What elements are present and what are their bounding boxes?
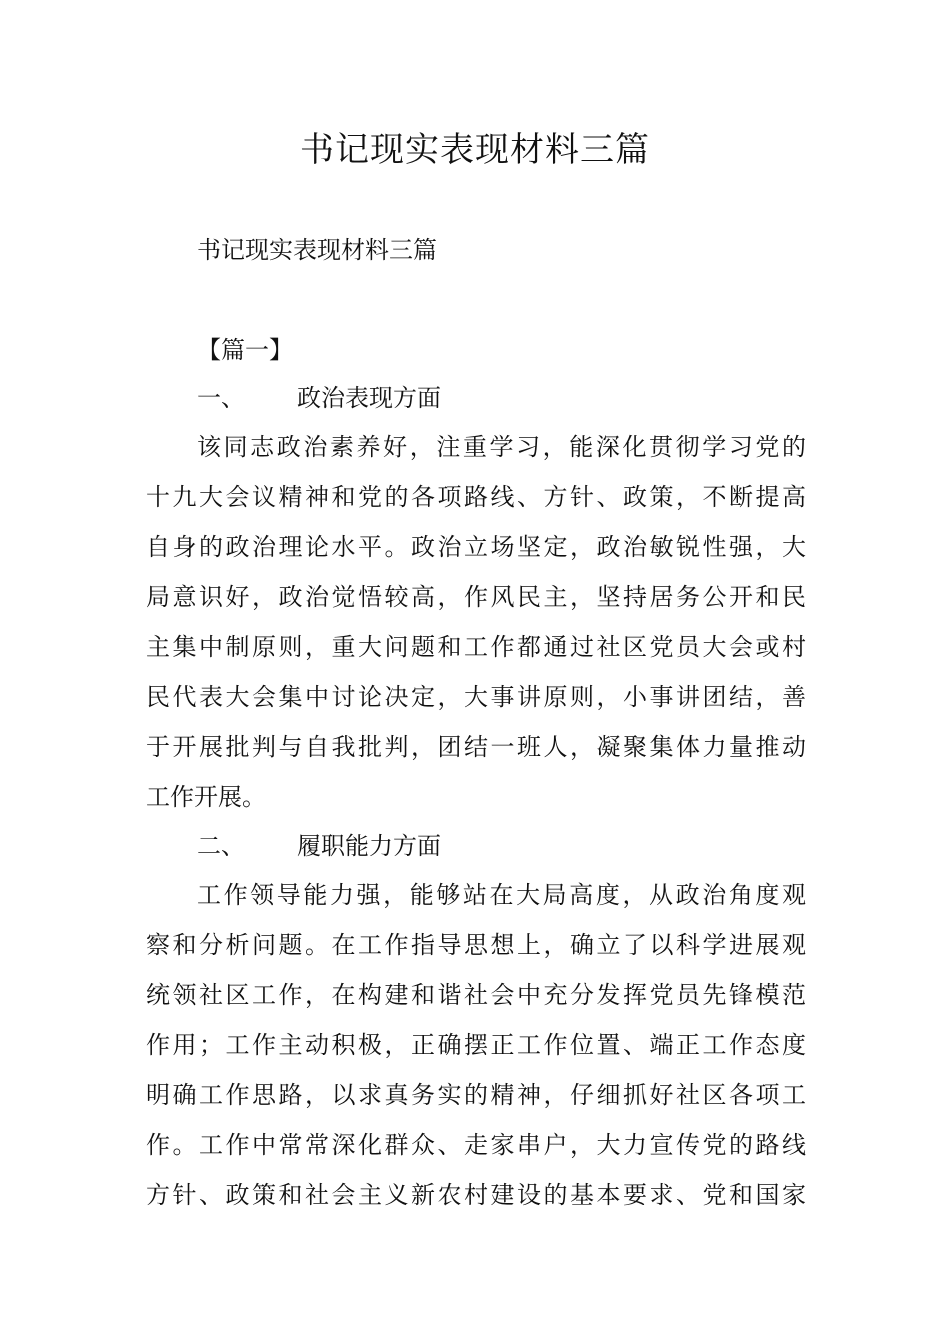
document-subtitle: 书记现实表现材料三篇	[197, 236, 437, 264]
heading-number: 二、	[197, 832, 245, 860]
section-label: 【篇一】	[197, 336, 293, 364]
paragraph-capability	[146, 870, 806, 1220]
heading-number: 一、	[197, 384, 245, 412]
paragraph-line: 该同志政治素养好，注重学习，能深化贯彻学习党的	[197, 433, 806, 461]
paragraph-line: 于开展批判与自我批判，团结一班人，凝聚集体力量推动	[146, 733, 806, 761]
heading-political	[197, 378, 441, 418]
paragraph-line: 民代表大会集中讨论决定，大事讲原则，小事讲团结，善	[146, 683, 806, 711]
heading-text: 政治表现方面	[297, 384, 441, 412]
paragraph-line: 工作开展。	[146, 783, 266, 811]
paragraph-line: 十九大会议精神和党的各项路线、方针、政策，不断提高	[146, 483, 806, 511]
paragraph-line: 统领社区工作，在构建和谐社会中充分发挥党员先锋模范	[146, 981, 806, 1009]
paragraph-line: 作。工作中常常深化群众、走家串户，大力宣传党的路线	[146, 1131, 806, 1159]
paragraph-line: 工作领导能力强，能够站在大局高度，从政治角度观	[197, 881, 806, 909]
paragraph-line: 主集中制原则，重大问题和工作都通过社区党员大会或村	[146, 633, 806, 661]
document-title: 书记现实表现材料三篇	[300, 130, 650, 170]
paragraph-line: 作用；工作主动积极，正确摆正工作位置、端正工作态度	[146, 1031, 806, 1059]
paragraph-line: 局意识好，政治觉悟较高，作风民主，坚持居务公开和民	[146, 583, 806, 611]
paragraph-line: 自身的政治理论水平。政治立场坚定，政治敏锐性强，大	[146, 533, 806, 561]
paragraph-line: 察和分析问题。在工作指导思想上，确立了以科学进展观	[146, 931, 806, 959]
heading-capability	[197, 826, 441, 866]
paragraph-line: 明确工作思路，以求真务实的精神，仔细抓好社区各项工	[146, 1081, 806, 1109]
heading-text: 履职能力方面	[297, 832, 441, 860]
paragraph-line: 方针、政策和社会主义新农村建设的基本要求、党和国家	[146, 1181, 806, 1209]
paragraph-political	[146, 422, 806, 822]
